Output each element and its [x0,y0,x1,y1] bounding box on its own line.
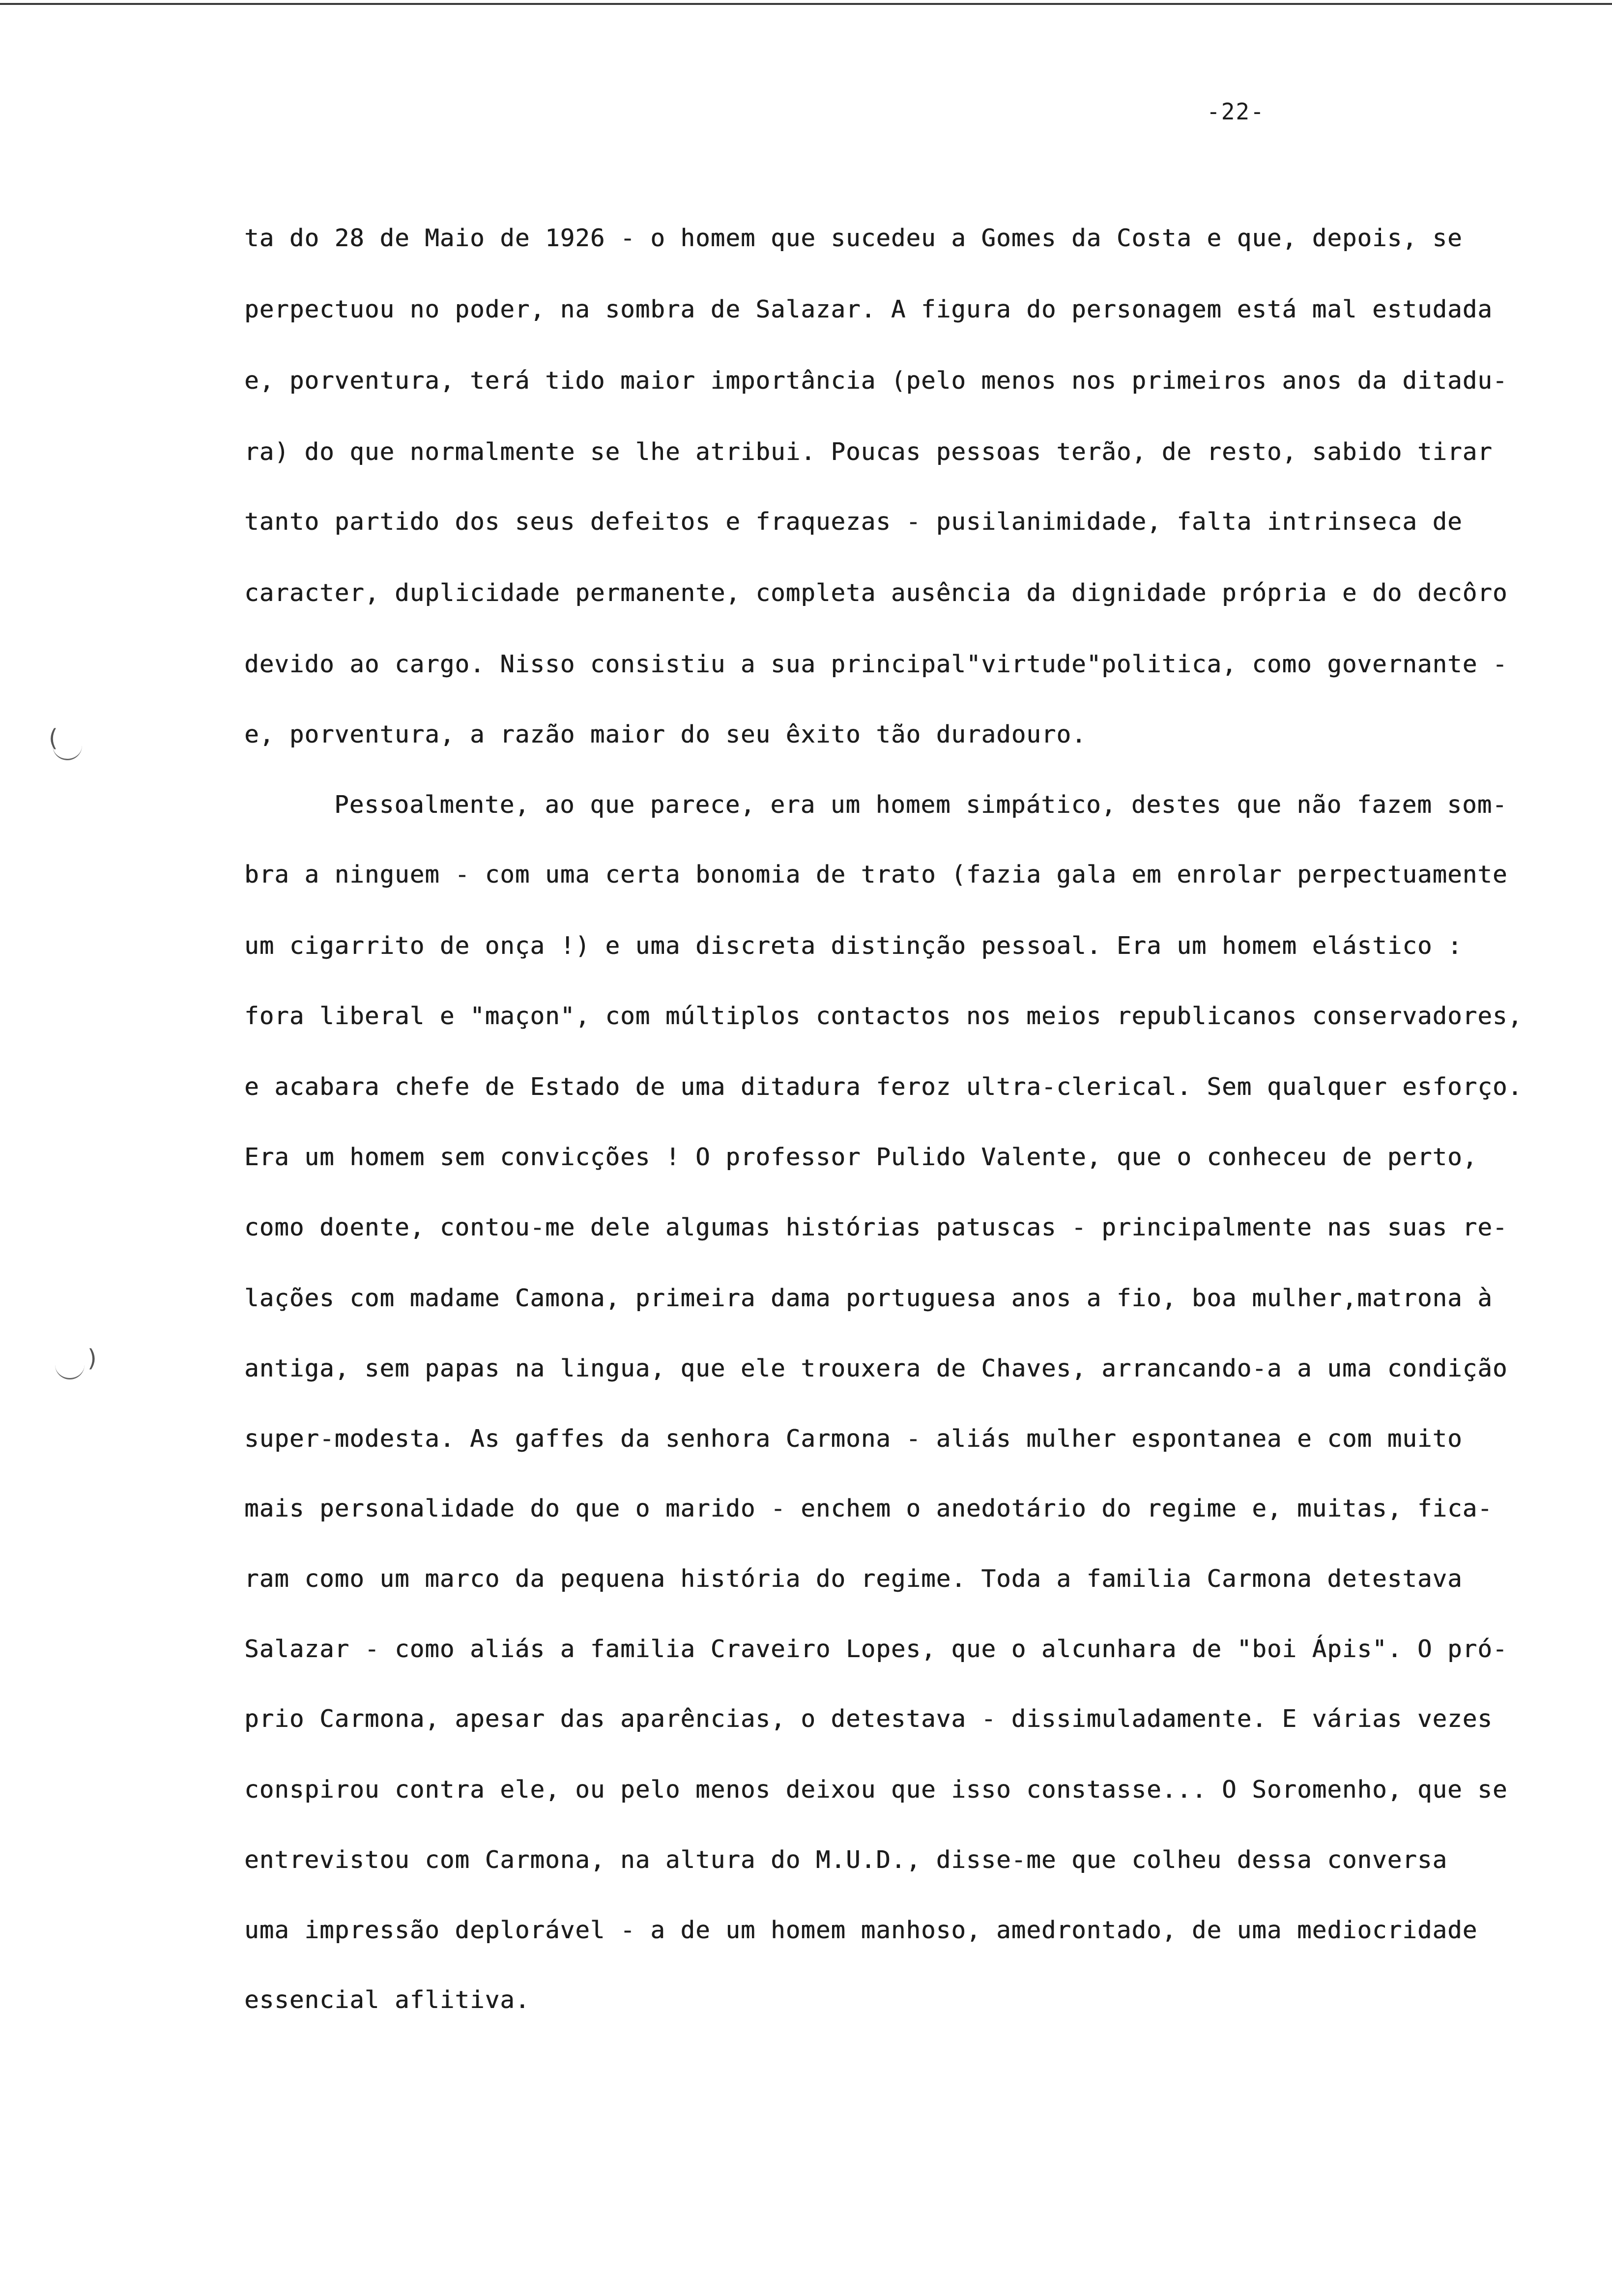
text-line: Pessoalmente, ao que parece, era um homem simpático, destes que não fazem som- [334,791,1507,819]
text-line: uma impressão deplorável - a de um homem manhoso, amedrontado, de uma mediocridade [244,1916,1478,1944]
page-number: -22- [1207,98,1265,125]
text-line: prio Carmona, apesar das aparências, o detestava - dissimuladamente. E várias vezes [244,1705,1493,1733]
text-line: caracter, duplicidade permanente, completa ausência da dignidade própria e do decôro [244,579,1508,607]
text-line: perpectuou no poder, na sombra de Salazar. A figura do personagem está mal estudada [244,295,1493,323]
text-line: mais personalidade do que o marido - enchem o anedotário do regime e, muitas, fica- [244,1494,1493,1522]
text-line: conspirou contra ele, ou pelo menos deixou que isso constasse... O Soromenho, que se [244,1776,1508,1804]
text-line: e, porventura, terá tido maior importância (pelo menos nos primeiros anos da ditadu- [244,367,1508,395]
text-line: entrevistou com Carmona, na altura do M.U.D., disse-me que colheu dessa conversa [244,1846,1448,1874]
text-line: e acabara chefe de Estado de uma ditadura feroz ultra-clerical. Sem qualquer esforço. [244,1073,1523,1101]
text-line: super-modesta. As gaffes da senhora Carmona - aliás mulher espontanea e com muito [244,1425,1463,1453]
text-line: um cigarrito de onça !) e uma discreta distinção pessoal. Era um homem elástico : [244,932,1463,960]
text-line: devido ao cargo. Nisso consistiu a sua principal"virtude"politica, como governante - [244,650,1508,678]
margin-mark-glyph: ( [49,724,58,752]
text-line: Era um homem sem convicções ! O professor Pulido Valente, que o conheceu de perto, [244,1143,1478,1171]
text-line: tanto partido dos seus defeitos e fraquezas - pusilanimidade, falta intrinseca de [244,508,1463,536]
text-line: fora liberal e "maçon", com múltiplos contactos nos meios republicanos conservadores, [244,1002,1523,1030]
text-line: bra a ninguem - com uma certa bonomia de trato (fazia gala em enrolar perpectuamente [244,861,1508,889]
text-line: e, porventura, a razão maior do seu êxito tão duradouro. [244,720,1087,748]
margin-mark-glyph: ) [87,1345,97,1372]
text-line: Salazar - como aliás a familia Craveiro Lopes, que o alcunhara de "boi Ápis". O pró- [244,1635,1508,1663]
text-line: lações com madame Camona, primeira dama portuguesa anos a fio, boa mulher,matrona à [244,1284,1493,1312]
text-line: essencial aflitiva. [244,1986,530,2014]
text-line: como doente, contou-me dele algumas histórias patuscas - principalmente nas suas re- [244,1213,1508,1241]
text-line: ram como um marco da pequena história do regime. Toda a familia Carmona detestava [244,1565,1463,1593]
text-line: ra) do que normalmente se lhe atribui. Poucas pessoas terão, de resto, sabido tirar [244,438,1493,466]
text-line: antiga, sem papas na lingua, que ele trouxera de Chaves, arrancando-a a uma condição [244,1354,1508,1382]
text-line: ta do 28 de Maio de 1926 - o homem que sucedeu a Gomes da Costa e que, depois, se [244,224,1463,252]
